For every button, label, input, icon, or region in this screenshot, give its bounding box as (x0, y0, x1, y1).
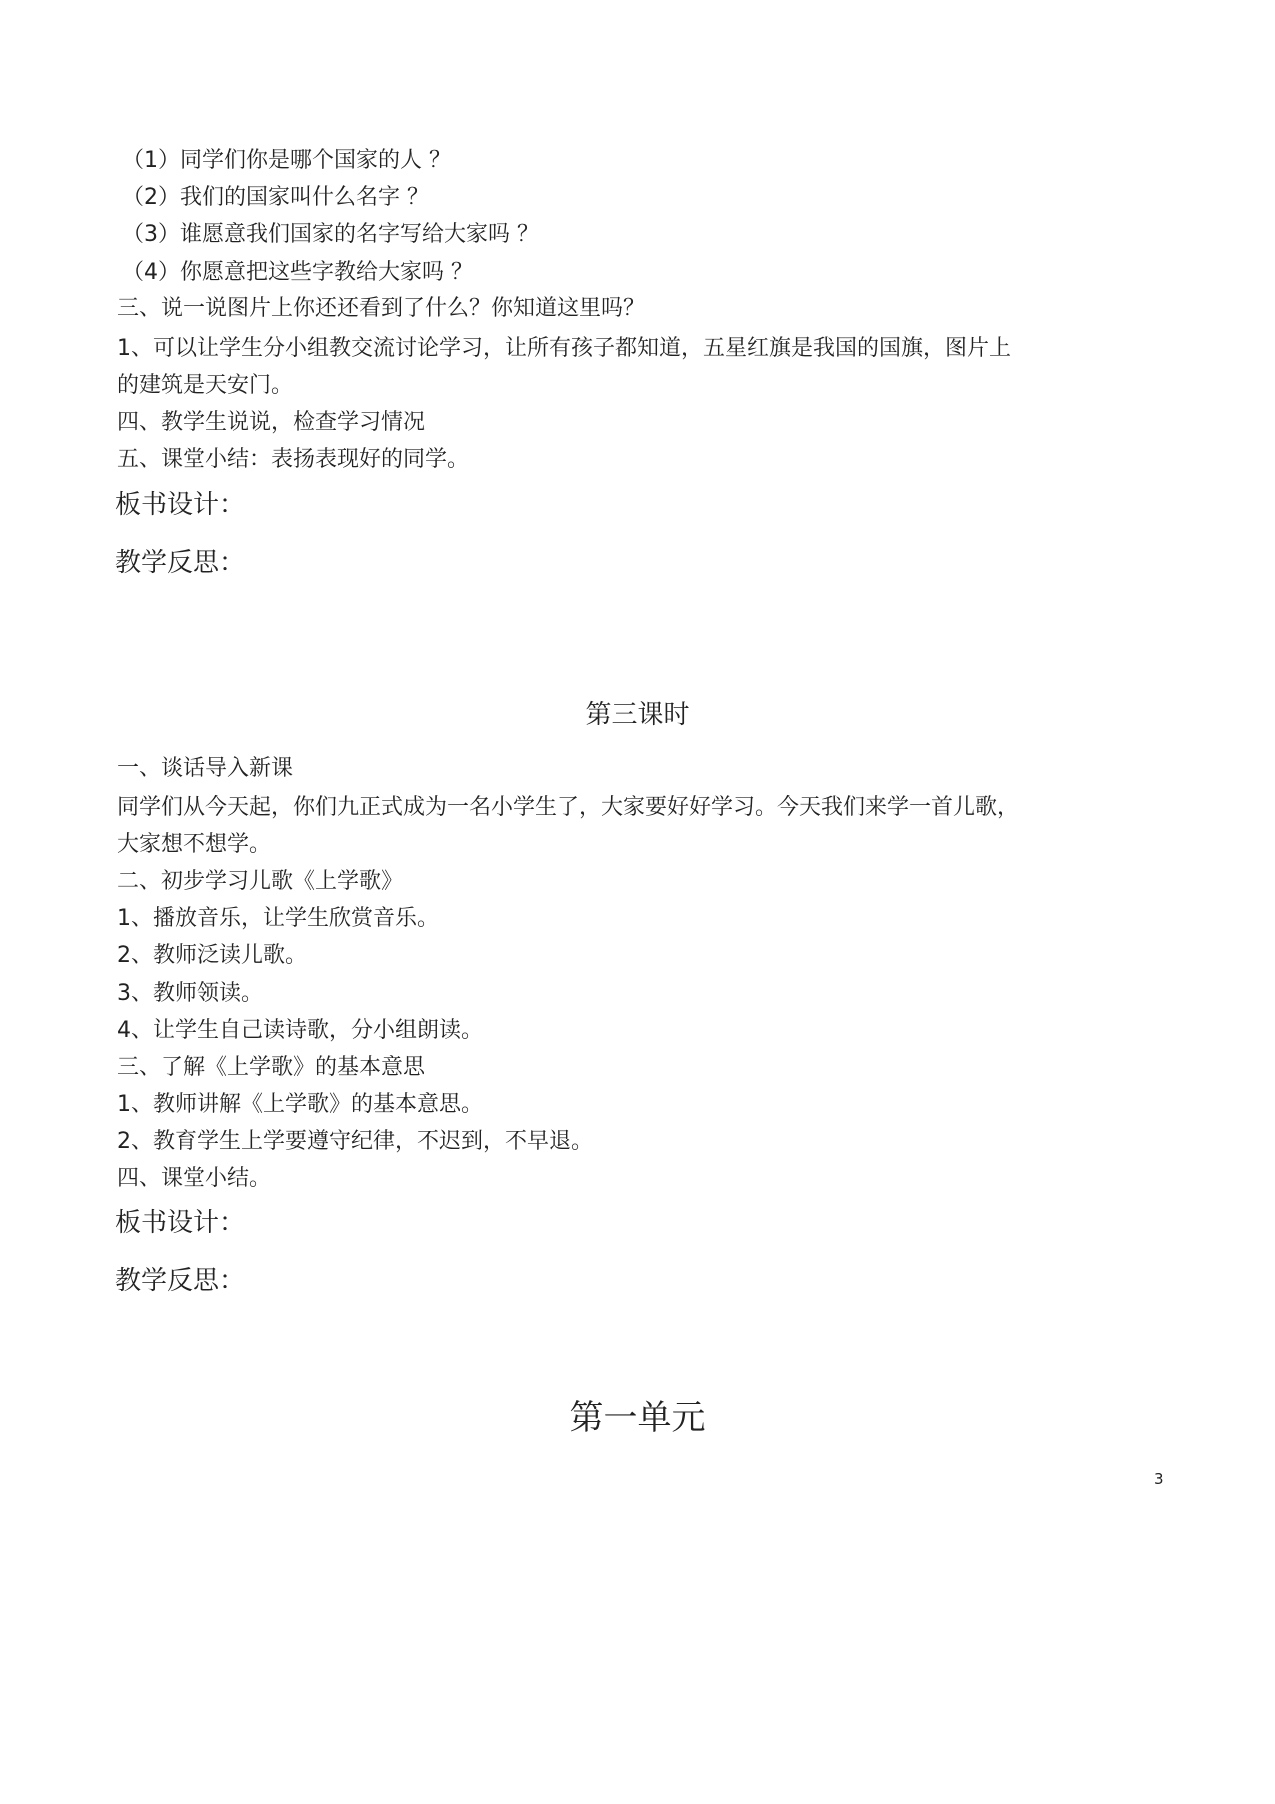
question-4: （4）你愿意把这些字教给大家吗 ？ (122, 260, 473, 285)
question-3: （3）谁愿意我们国家的名字写给大家吗 ？ (122, 222, 539, 247)
lesson-3-reflection-label: 教学反思： (115, 1266, 246, 1296)
page-number: 3 (1154, 1470, 1164, 1488)
step-3-item-1-line-1: 1、可以让学生分小组教交流讨论学习，让所有孩子都知道，五星红旗是我国的国旗，图片上 (117, 336, 1012, 361)
lesson-3-section-3: 三、了解《上学歌》的基本意思 (117, 1055, 426, 1080)
lesson-3-section-1: 一、谈话导入新课 (117, 756, 294, 781)
lesson-3-board-design-label: 板书设计： (115, 1208, 246, 1238)
step-3-heading: 三、说一说图片上你还还看到了什么？你知道这里吗？ (117, 296, 646, 321)
question-2: （2）我们的国家叫什么名字 ？ (122, 185, 429, 210)
step-5-heading: 五、课堂小结：表扬表现好的同学。 (117, 447, 470, 472)
lesson-3-section-2-item-4: 4、让学生自己读诗歌，分小组朗读。 (117, 1018, 483, 1043)
lesson-3-section-2-item-2: 2、教师泛读儿歌。 (117, 943, 307, 968)
question-1: （1）同学们你是哪个国家的人 ？ (122, 148, 451, 173)
lesson-3-section-2-item-1: 1、播放音乐，让学生欣赏音乐。 (117, 906, 439, 931)
lesson-3-section-4: 四、课堂小结。 (117, 1166, 272, 1191)
lesson-3-section-1-text-line-2: 大家想不想学。 (117, 832, 272, 857)
lesson-3-section-1-text-line-1: 同学们从今天起，你们九正式成为一名小学生了，大家要好好学习。今天我们来学一首儿歌， (117, 795, 1020, 820)
unit-title: 第一单元 (569, 1398, 706, 1438)
lesson-3-title: 第三课时 (585, 700, 690, 730)
step-4-heading: 四、教学生说说，检查学习情况 (117, 410, 426, 435)
lesson-3-section-3-item-2: 2、教育学生上学要遵守纪律，不迟到，不早退。 (117, 1129, 593, 1154)
reflection-label: 教学反思： (115, 548, 246, 578)
lesson-3-section-2-item-3: 3、教师领读。 (117, 981, 263, 1006)
board-design-label: 板书设计： (115, 490, 246, 520)
lesson-3-section-2: 二、初步学习儿歌《上学歌》 (117, 869, 404, 894)
step-3-item-1-line-2: 的建筑是天安门。 (117, 373, 294, 398)
lesson-3-section-3-item-1: 1、教师讲解《上学歌》的基本意思。 (117, 1092, 483, 1117)
